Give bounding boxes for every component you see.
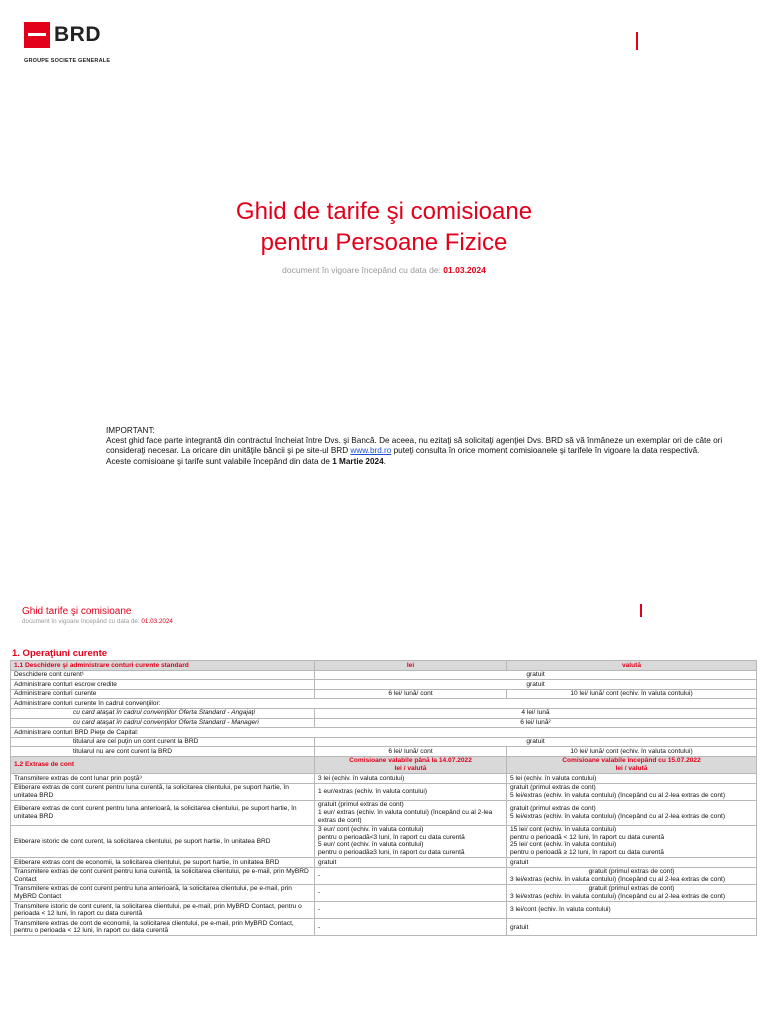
page2-validity-date: 01.03.2024 [141,618,173,625]
row-label: Transmitere istoric de cont curent, la solicitarea clientului, pe e-mail, prin MyBRD Contact, pentru o perioada < 12 luni, în raport cu data curentă [11,902,315,919]
table-row [11,728,757,738]
document-title [0,196,768,258]
row-label: Transmitere extras de cont curent pentru luna curentă, la solicitarea clientului, pe e-mail, prin MyBRD Contact [11,867,315,884]
table-row [11,825,757,857]
row-value: 6 lei/ lună² [315,718,757,728]
title-line-1: Ghid de tarife şi comisioane [235,198,533,225]
row-label: Eliberare extras de cont curent pentru luna anterioară, la solicitarea clientului, pe suport hartie, în unitatea BRD [11,800,315,825]
title-line-2: pentru Persoane Fizice [260,229,508,256]
table-row [11,708,757,718]
important-validity [106,457,746,467]
column-header-until-line2: lei / valută [394,765,427,773]
row-value-until [315,825,507,857]
document-validity [0,265,768,275]
value-line: pentru o perioadă<3 luni, în raport cu data curentă [318,833,465,841]
value-line: gratuit (primul extras de cont) [588,885,675,893]
section-label: 1.2 Extrase de cont [11,756,315,773]
row-label: Eliberare istoric de cont curent, la solicitarea clientului, pe suport hartie, în unitatea BRD [11,825,315,857]
row-value-from [507,867,757,884]
column-header-valuta: valută [507,661,757,671]
section-operatiuni-curente: 1. Operaţiuni curente [12,648,108,659]
table-row [11,884,757,901]
row-value-from [507,825,757,857]
important-text-part1: Acest ghid face parte integrantă din contractul încheiat între Dvs. şi Bancă. De aceea, nu ezitaţi să solicitaţi agenţiei Dvs. BRD să vă înmâneze un exemplar ori de câte ori consideraţi necesar. La oricare din unităţile băncii şi pe site-ul BRD [106,436,723,456]
row-value: gratuit [315,670,757,680]
table-row [11,699,757,709]
section-label: 1.1 Deschidere şi administrare conturi curente standard [11,661,315,671]
column-header-from-line1: Comisioane valabile începând cu 15.07.2022 [562,757,701,765]
row-value-lei: 6 lei/ lună/ cont [315,689,507,699]
value-line: gratuit (primul extras de cont) [588,868,675,876]
row-value-until: - [315,867,507,884]
table-row [11,774,757,784]
row-label: Transmitere extras de cont curent pentru luna anterioară, la solicitarea clientului, pe e-mail, prin MyBRD Contact [11,884,315,901]
row-value-until: 3 lei (echiv. în valuta contului) [315,774,507,784]
row-value-until: - [315,884,507,901]
row-label: Administrare conturi BRD Pieţe de Capital: [11,728,757,738]
table-section-header [11,661,757,671]
row-label: titularul are cel puţin un cont curent la BRD [11,737,315,747]
value-line: pentru o perioadă < 12 luni, în raport cu data curentă [510,833,665,841]
row-value: gratuit [315,680,757,690]
table-row [11,718,757,728]
important-validity-date: 1 Martie 2024 [332,456,384,466]
row-value-from: gratuit [507,858,757,868]
row-value-from: gratuit [507,919,757,936]
row-label: Eliberare extras cont de economii, la solicitarea clientului, pe suport hartie, în unitatea BRD [11,858,315,868]
row-value-lei: 6 lei/ lună/ cont [315,747,507,757]
validity-date: 01.03.2024 [443,265,486,275]
table-row [11,800,757,825]
row-value-until: 1 eur/extras (echiv. în valuta contului) [315,783,507,800]
important-validity-end: . [383,456,386,466]
table-row [11,680,757,690]
column-header-from [507,756,757,773]
row-value: 4 lei/ lună [315,708,757,718]
value-line: pentru o perioadă ≥ 12 luni, în raport cu data curentă [510,848,664,856]
brand-name: BRD [54,23,101,46]
row-label: Transmitere extras de cont lunar prin poştă³ [11,774,315,784]
brd-logo [24,22,101,48]
row-label: Transmitere extras de cont de economii, la solicitarea clientului, pe e-mail, prin MyBRD Contact, pentru o perioada < 12 luni, în raport cu data curentă [11,919,315,936]
value-line: 3 lei/extras (echiv. în valuta contului) (începând cu al 2-lea extras de cont) [510,875,726,883]
value-line: 15 lei/ cont (echiv. în valuta contului) [510,826,617,834]
table-row [11,689,757,699]
brand-subtitle: GROUPE SOCIETE GENERALE [24,58,111,64]
table-row [11,670,757,680]
value-line: 5 lei/extras (echiv. în valuta contului) (începând cu al 2-lea extras de cont) [510,812,726,820]
value-line: 1 eur/ extras (echiv. în valuta contului) (începând cu al 2-lea extras de cont) [318,809,493,824]
row-value-valuta: 10 lei/ lună/ cont (echiv. în valuta contului) [507,747,757,757]
red-bar-marker [636,32,638,50]
row-label: Administrare conturi escrow credite [11,680,315,690]
table-row [11,737,757,747]
row-label: Deschidere cont curent¹ [11,670,315,680]
value-line: 5 lei/extras (echiv. în valuta contului) (începând cu al 2-lea extras de cont) [510,791,726,799]
row-label: Administrare conturi curente în cadrul convenţiilor: [11,699,757,709]
value-line: 25 lei/ cont (echiv. în valuta contului) [510,841,617,849]
row-label: titularul nu are cont curent la BRD [11,747,315,757]
fees-table [10,660,757,936]
row-label: Administrare conturi curente [11,689,315,699]
row-value-from: 3 lei/cont (echiv. în valuta contului) [507,902,757,919]
table-row [11,919,757,936]
row-value-from [507,783,757,800]
row-value-until: - [315,902,507,919]
table-row [11,858,757,868]
page2-red-bar-marker [640,604,642,617]
column-header-until-line1: Comisioane valabile până la 14.07.2022 [349,757,472,765]
row-value-from [507,884,757,901]
validity-label: document în vigoare începând cu data de: [282,265,444,275]
column-header-from-line2: lei / valută [615,765,648,773]
value-line: gratuit (primul extras de cont) [318,801,404,809]
row-value-from: 5 lei (echiv. în valuta contului) [507,774,757,784]
value-line: 3 eur/ cont (echiv. în valuta contului) [318,826,424,834]
brd-logo-icon [24,22,50,48]
table-row [11,867,757,884]
value-line: gratuit (primul extras de cont) [510,805,596,813]
brd-site-link[interactable]: www.brd.ro [350,446,392,456]
value-line: gratuit (primul extras de cont) [510,784,596,792]
row-value: gratuit [315,737,757,747]
important-validity-text: Aceste comisioane şi tarife sunt valabile începând din data de [106,456,333,466]
value-line: pentru o perioadă≥3 luni, în raport cu data curentă [318,848,465,856]
value-line: 3 lei/extras (echiv. în valuta contului) (începând cu al 2-lea extras de cont) [510,892,726,900]
row-label: Eliberare extras de cont curent pentru luna curentă, la solicitarea clientului, pe suport hartie, în unitatea BRD [11,783,315,800]
value-line: 5 eur/ cont (echiv. în valuta contului) [318,841,424,849]
page2-title: Ghid tarife şi comisioane [22,606,132,617]
row-value-until [315,800,507,825]
table-row [11,783,757,800]
table-section-header [11,756,757,773]
important-notice [106,426,746,467]
row-label: cu card ataşat în cadrul convenţiilor Oferta Standard - Angajaţi [11,708,315,718]
row-label: cu card ataşat în cadrul convenţiilor Oferta Standard - Manageri [11,718,315,728]
column-header-until [315,756,507,773]
important-text [106,436,746,456]
table-row [11,747,757,757]
important-text-part2: puteţi consulta în orice moment comisioanele şi tarifele în vigoare la data respectivă. [391,446,700,456]
row-value-until: - [315,919,507,936]
page2-validity-label: document în vigoare începând cu data de: [22,618,142,625]
page2-validity [22,618,173,625]
row-value-valuta: 10 lei/ lună/ cont (echiv. în valuta contului) [507,689,757,699]
column-header-lei: lei [315,661,507,671]
important-heading: IMPORTANT: [106,426,155,435]
row-value-from [507,800,757,825]
row-value-until: gratuit [315,858,507,868]
table-row [11,902,757,919]
